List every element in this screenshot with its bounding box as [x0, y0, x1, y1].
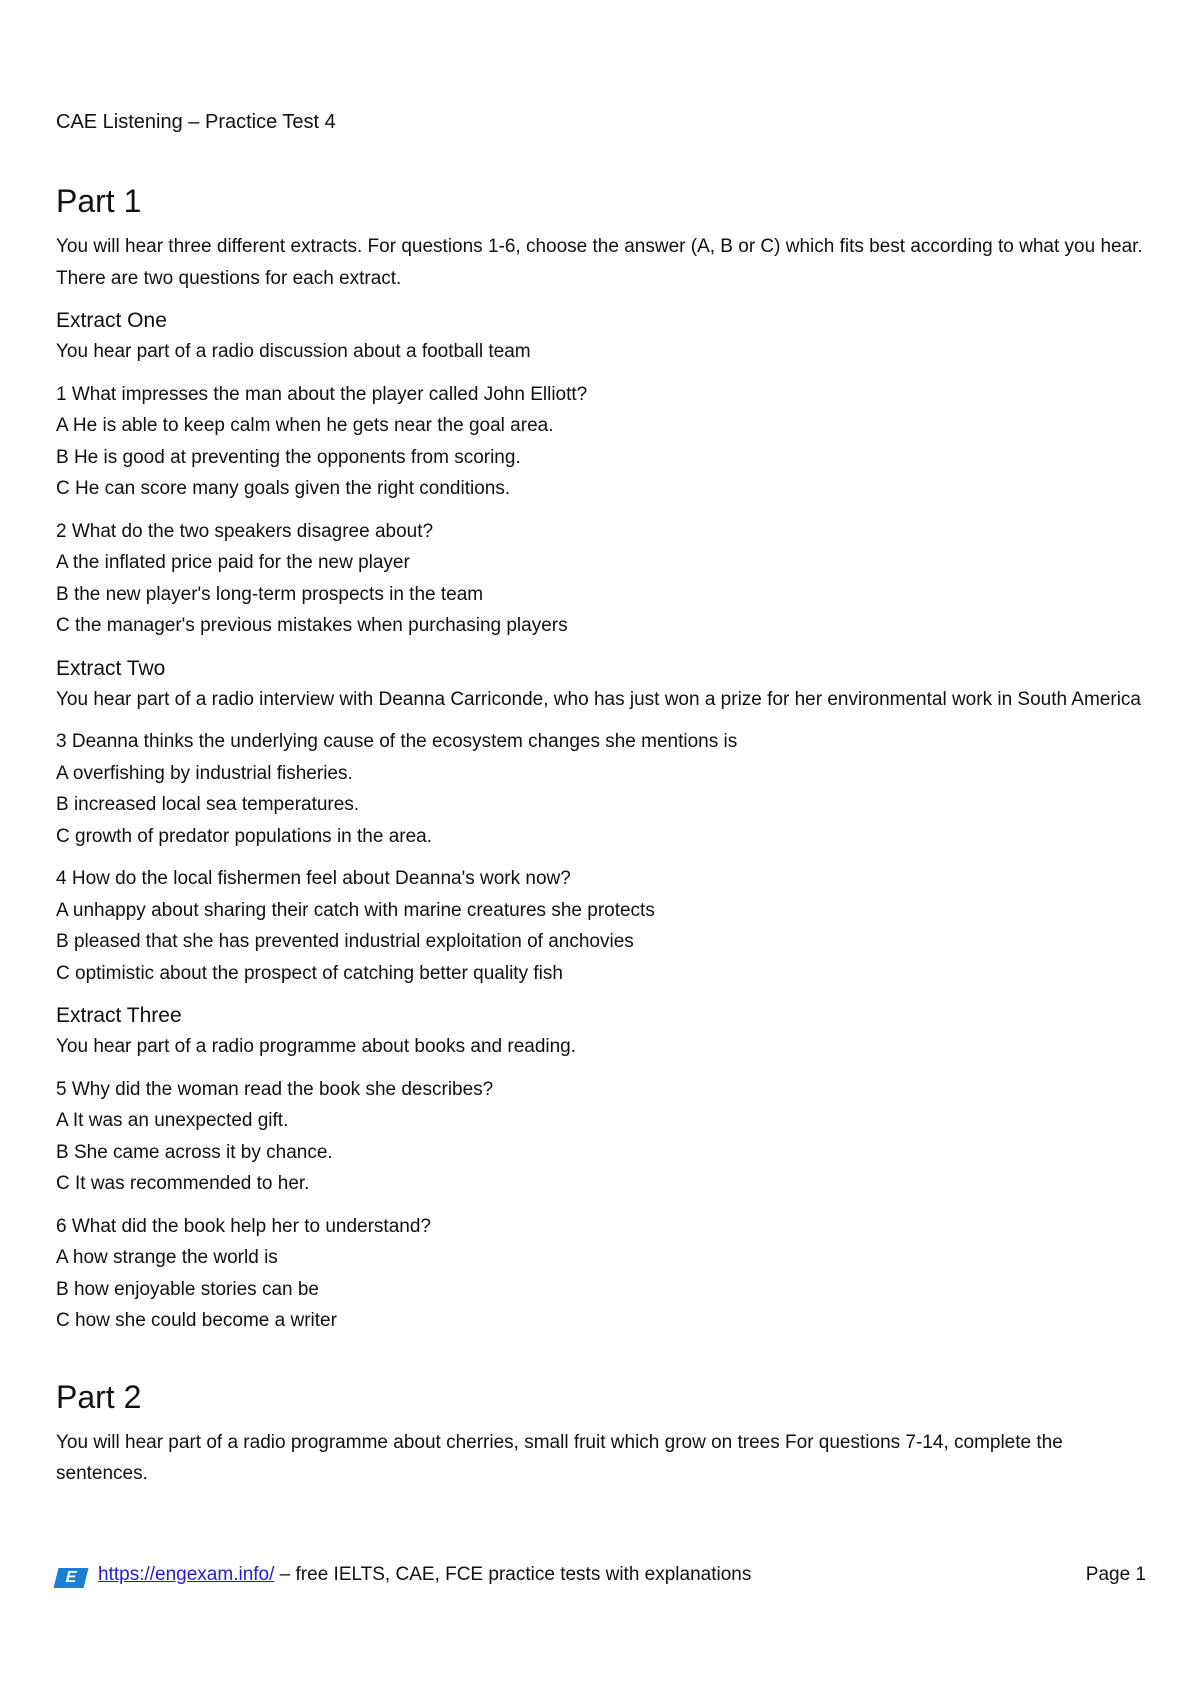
extract-context: You hear part of a radio discussion about a football team: [56, 341, 531, 362]
engexam-link[interactable]: https://engexam.info/: [98, 1564, 275, 1585]
question-stem: 6 What did the book help her to understand?: [56, 1215, 431, 1237]
engexam-logo-icon: E: [54, 1568, 89, 1588]
extract-context: You hear part of a radio programme about books and reading.: [56, 1036, 577, 1057]
answer-option-a: A overfishing by industrial fisheries.: [56, 762, 353, 784]
answer-option-b: B how enjoyable stories can be: [56, 1278, 319, 1300]
question-6: [56, 1211, 1146, 1337]
extract-title: Extract One: [56, 309, 167, 332]
extract-title: Extract Two: [56, 656, 166, 680]
part-2-heading: Part 2: [56, 1378, 142, 1415]
answer-option-b: B the new player's long-term prospects in the team: [56, 583, 484, 605]
document-title: CAE Listening – Practice Test 4: [56, 111, 336, 133]
extract-context: You hear part of a radio interview with Deanna Carriconde, who has just won a prize for her environmental work in South America: [56, 688, 1141, 710]
question-stem: 2 What do the two speakers disagree about?: [56, 520, 434, 542]
answer-option-a: A unhappy about sharing their catch with marine creatures she protects: [56, 899, 655, 921]
answer-option-c: C It was recommended to her.: [56, 1173, 310, 1194]
answer-option-c: C the manager's previous mistakes when purchasing players: [56, 615, 568, 636]
answer-option-b: B increased local sea temperatures.: [56, 794, 360, 815]
answer-option-c: C growth of predator populations in the area.: [56, 825, 433, 847]
question-5: [56, 1074, 1146, 1200]
answer-option-b: B pleased that she has prevented industrial exploitation of anchovies: [56, 931, 634, 952]
answer-option-c: C He can score many goals given the right conditions.: [56, 478, 511, 499]
question-stem: 1 What impresses the man about the player called John Elliott?: [56, 383, 588, 405]
part-1-heading: Part 1: [56, 183, 142, 219]
question-4: [56, 863, 1146, 989]
answer-option-c: C optimistic about the prospect of catching better quality fish: [56, 962, 563, 984]
footer-text: [98, 1564, 751, 1586]
page-footer: [56, 1560, 1146, 1596]
extract-two: [56, 654, 1146, 990]
part-2-instructions: You will hear part of a radio programme about cherries, small fruit which grow on trees For questions 7-14, complete the sentences.: [56, 1431, 1063, 1484]
footer-tagline: – free IELTS, CAE, FCE practice tests with explanations: [274, 1564, 752, 1585]
question-3: [56, 726, 1146, 852]
extract-title: Extract Three: [56, 1004, 182, 1027]
question-stem: 3 Deanna thinks the underlying cause of the ecosystem changes she mentions is: [56, 731, 738, 752]
question-stem: 4 How do the local fishermen feel about Deanna's work now?: [56, 868, 571, 889]
answer-option-b: B He is good at preventing the opponents from scoring.: [56, 446, 521, 468]
answer-option-a: A the inflated price paid for the new player: [56, 552, 410, 573]
extract-one: [56, 306, 1146, 642]
document-page: [56, 108, 1146, 1490]
question-2: [56, 516, 1146, 642]
answer-option-a: A It was an unexpected gift.: [56, 1110, 289, 1131]
answer-option-a: A He is able to keep calm when he gets near the goal area.: [56, 415, 554, 436]
extract-three: [56, 1001, 1146, 1337]
answer-option-b: B She came across it by chance.: [56, 1141, 333, 1163]
page-number: Page 1: [1085, 1564, 1146, 1585]
answer-option-c: C how she could become a writer: [56, 1310, 337, 1331]
question-stem: 5 Why did the woman read the book she describes?: [56, 1078, 494, 1100]
question-1: [56, 379, 1146, 505]
answer-option-a: A how strange the world is: [56, 1247, 278, 1268]
part-1-instructions: You will hear three different extracts. For questions 1-6, choose the answer (A, B or C) which fits best according to what you hear. There are two questions for each extract.: [56, 236, 1143, 289]
